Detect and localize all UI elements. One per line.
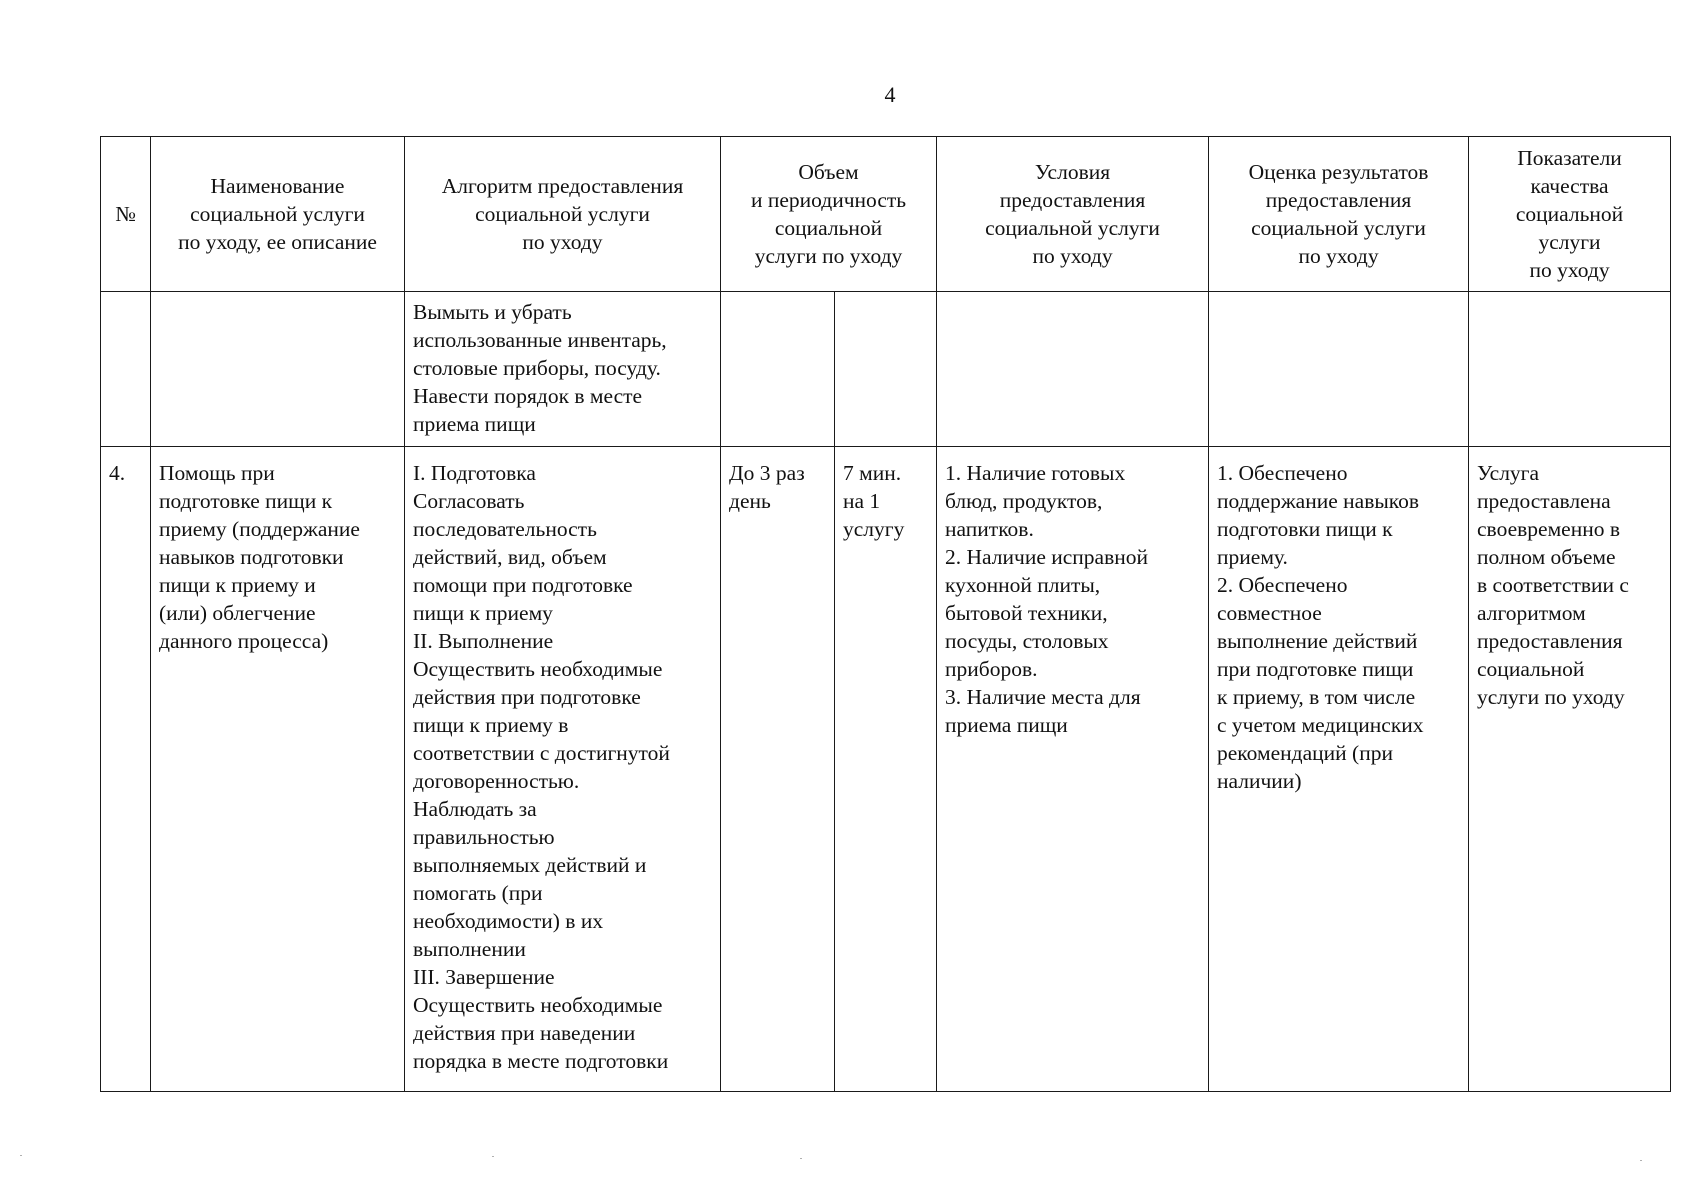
header-volume-frequency: Объем и периодичность социальной услуги по уходу (721, 137, 937, 292)
scan-speck (492, 1156, 494, 1157)
scan-speck (800, 1158, 802, 1159)
cell-quality: Услуга предоставлена своевременно в полном объеме в соответствии с алгоритмом предоставления социальной услуги по уходу (1469, 447, 1671, 1092)
cell-number (101, 292, 151, 447)
table-row (101, 447, 1671, 1092)
cell-service-name (151, 292, 405, 447)
cell-duration (835, 292, 937, 447)
header-number: № (101, 137, 151, 292)
cell-conditions (937, 292, 1209, 447)
cell-service-name: Помощь при подготовке пищи к приему (поддержание навыков подготовки пищи к приему и (или) облегчение данного процесса) (151, 447, 405, 1092)
cell-algorithm: I. Подготовка Согласовать последовательность действий, вид, объем помощи при подготовке пищи к приему II. Выполнение Осуществить необходимые действия при подготовке пищи к приему в соответствии с достигнутой договоренностью. Наблюдать за правильностью выполняемых действий и помогать (при необходимости) в их выполнении III. Завершение Осуществить необходимые действия при наведении порядка в месте подготовки (405, 447, 721, 1092)
scan-speck (20, 1155, 22, 1156)
cell-duration: 7 мин. на 1 услугу (835, 447, 937, 1092)
services-table (100, 136, 1671, 1092)
header-evaluation: Оценка результатов предоставления социальной услуги по уходу (1209, 137, 1469, 292)
cell-frequency (721, 292, 835, 447)
table-row (101, 292, 1671, 447)
cell-quality (1469, 292, 1671, 447)
cell-evaluation: 1. Обеспечено поддержание навыков подготовки пищи к приему. 2. Обеспечено совместное выполнение действий при подготовке пищи к приему, в том числе с учетом медицинских рекомендаций (при наличии) (1209, 447, 1469, 1092)
header-algorithm: Алгоритм предоставления социальной услуги по уходу (405, 137, 721, 292)
page-number: 4 (884, 82, 896, 107)
cell-number: 4. (101, 447, 151, 1092)
header-quality: Показатели качества социальной услуги по уходу (1469, 137, 1671, 292)
cell-evaluation (1209, 292, 1469, 447)
header-conditions: Условия предоставления социальной услуги по уходу (937, 137, 1209, 292)
cell-conditions: 1. Наличие готовых блюд, продуктов, напитков. 2. Наличие исправной кухонной плиты, бытовой техники, посуды, столовых приборов. 3. Наличие места для приема пищи (937, 447, 1209, 1092)
header-service-name: Наименование социальной услуги по уходу, ее описание (151, 137, 405, 292)
table-header-row (101, 137, 1671, 292)
cell-algorithm: Вымыть и убрать использованные инвентарь, столовые приборы, посуду. Навести порядок в месте приема пищи (405, 292, 721, 447)
cell-frequency: До 3 раз день (721, 447, 835, 1092)
scan-speck (1640, 1160, 1642, 1161)
